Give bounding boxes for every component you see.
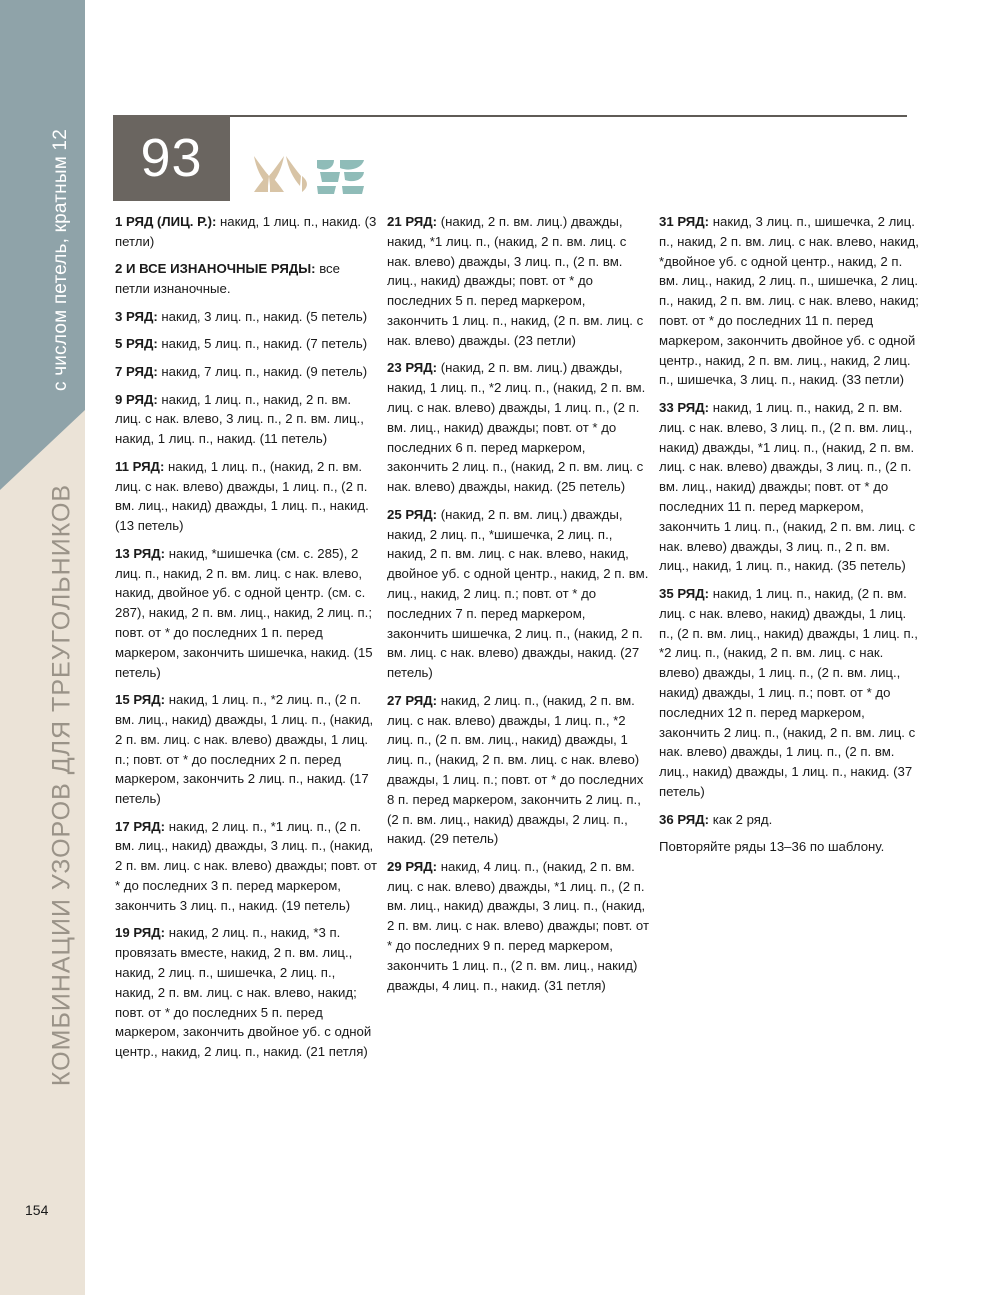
row-instruction [387,505,649,683]
row-label: 7 РЯД: [115,363,158,379]
row-instruction [115,457,377,536]
sidebar-subtitle: с числом петель, кратным 12 [50,129,71,391]
row-instruction [659,584,921,802]
row-label: 25 РЯД: [387,506,438,522]
row-label: 11 РЯД: [115,458,165,474]
row-label: 36 РЯД: [659,811,710,827]
row-label: 15 РЯД: [115,692,166,708]
row-label: 9 РЯД: [115,391,158,407]
row-text: накид, 2 лиц. п., *1 лиц. п., (2 п. вм. лиц., накид) дважды, 3 лиц. п., (накид, 2 п. вм. лиц. с нак. влево) дважды; повт. от * до последних 3 п. перед маркером, закончить 3 лиц. п., накид. (19 петель) [115,818,378,913]
row-text: накид, 1 лиц. п., накид, 2 п. вм. лиц. с нак. влево, 3 лиц. п., (2 п. вм. лиц., накид) дважды, *1 лиц. п., (накид, 2 п. вм. лиц. с нак. влево) дважды, 3 лиц. п., (2 п. вм. лиц., накид) дважды; повт. от * до последних 11 п. перед маркером, закончить 1 лиц. п., (накид, 2 п. вм. лиц. с нак. влево) дважды, 3 лиц. п., 2 п. вм. лиц., накид, 1 лиц. п., накид. (35 петель) [659,399,916,574]
row-text: накид, 5 лиц. п., накид. (7 петель) [157,336,368,352]
row-text: накид, 2 лиц. п., (накид, 2 п. вм. лиц. с нак. влево) дважды, 1 лиц. п., *2 лиц. п., (2 п. вм. лиц., накид) дважды, 1 лиц. п., (накид, 2 п. вм. лиц. с нак. влево) дважды, 1 лиц. п.; повт. от * до последних 8 п. перед маркером, закончить 2 лиц. п., (2 п. вм. лиц., накид) дважды, 2 лиц. п., накид. (29 петель) [387,692,644,847]
row-instruction [115,334,377,354]
row-text: накид, 1 лиц. п., (накид, 2 п. вм. лиц. с нак. влево) дважды, 1 лиц. п., (2 п. вм. лиц., накид) дважды, 1 лиц. п., накид. (13 петель) [115,458,369,534]
instructions-column-2 [387,212,649,1003]
row-instruction [387,857,649,996]
row-instruction [115,307,377,327]
knit-stitch-icon [254,156,307,192]
row-instruction [387,691,649,849]
row-text: накид, 2 лиц. п., накид, *3 п. провязать вместе, накид, 2 п. вм. лиц., накид, 2 лиц. п., шишечка, 2 лиц. п., накид, 2 п. вм. лиц. с нак. влево, накид; повт. от * до последних 5 п. перед маркером, закончить двойное уб. с одной центр., накид, 2 лиц. п., накид. (21 петля) [115,925,372,1060]
row-instruction [659,212,921,390]
row-instruction [115,212,377,252]
repeat-instruction [659,837,921,857]
instructions-column-1 [115,212,377,1070]
row-label: 3 РЯД: [115,308,158,324]
page-number: 154 [25,1202,49,1218]
row-instruction [659,398,921,576]
row-instruction [115,923,377,1062]
row-text: накид, 1 лиц. п., *2 лиц. п., (2 п. вм. лиц., накид) дважды, 1 лиц. п., (накид, 2 п. вм. лиц. с нак. влево) дважды, 1 лиц. п.; повт. от * до последних 2 п. перед маркером, закончить 2 лиц. п., накид. (17 петель) [115,692,374,807]
row-label: 31 РЯД: [659,214,710,229]
row-instruction [115,544,377,683]
row-label: 1 РЯД (ЛИЦ. Р.): [115,214,217,229]
row-text: как 2 ряд. [709,811,773,827]
row-text: накид, 7 лиц. п., накид. (9 петель) [157,363,368,379]
row-label: 35 РЯД: [659,585,710,601]
row-label: 17 РЯД: [115,818,166,834]
row-text: (накид, 2 п. вм. лиц.) дважды, накид, *1 лиц. п., (накид, 2 п. вм. лиц. с нак. влево) дважды, 3 лиц. п., (2 п. вм. лиц., накид) дважды; повт. от * до последних 5 п. перед маркером, закончить 1 лиц. п., накид, (2 п. вм. лиц. с нак. влево) дважды. (23 петли) [387,214,644,348]
row-instruction [115,690,377,809]
row-text: накид, 1 лиц. п., накид, (2 п. вм. лиц. с нак. влево, накид) дважды, 1 лиц. п., (2 п. вм. лиц., накид) дважды, 1 лиц. п., *2 лиц. п., (накид, 2 п. вм. лиц. с нак. влево) дважды, 1 лиц. п., (2 п. вм. лиц., накид) дважды, 1 лиц. п.; повт. от * до последних 12 п. перед маркером, закончить 2 лиц. п., (накид, 2 п. вм. лиц. с нак. влево) дважды, 1 лиц. п., (2 п. вм. лиц., накид) дважды, 1 лиц. п., накид. (37 петель) [659,585,918,799]
row-instruction [115,817,377,916]
row-text: (накид, 2 п. вм. лиц.) дважды, накид, 2 лиц. п., *шишечка, 2 лиц. п., накид, 2 п. вм. лиц. с нак. влево, накид, двойное уб. с одной центр., накид, 2 п. вм. лиц., накид, 2 лиц. п.; повт. от * до последних 7 п. перед маркером, закончить шишечка, 2 лиц. п., (накид, 2 п. вм. лиц. с нак. влево) дважды, накид. (27 петель) [387,506,649,681]
row-instruction [387,358,649,497]
row-text: все петли изнаночные. [115,261,340,297]
header-rule [230,115,907,117]
row-text: Повторяйте ряды 13–36 по шаблону. [659,839,885,855]
row-instruction [115,362,377,382]
row-text: накид, *шишечка (см. с. 285), 2 лиц. п., накид, 2 п. вм. лиц. с нак. влево, накид, двойное уб. с одной центр. (см. с. 287), накид, 2 п. вм. лиц., накид, 2 лиц. п.; повт. от * до последних 1 п. перед маркером, закончить шишечка, накид. (15 петель) [115,545,373,680]
sidebar-chapter-title: КОМБИНАЦИИ УЗОРОВ ДЛЯ ТРЕУГОЛЬНИКОВ [47,483,76,1087]
row-instruction [115,259,377,299]
sidebar-triangle-shape [0,0,85,490]
row-label: 29 РЯД: [387,858,438,874]
row-label: 19 РЯД: [115,925,166,941]
row-text: накид, 1 лиц. п., накид. (3 петли) [115,214,377,249]
row-text: накид, 3 лиц. п., шишечка, 2 лиц. п., накид, 2 п. вм. лиц. с нак. влево, накид, *двойное уб. с одной центр., накид, 2 п. вм. лиц., накид, 2 лиц. п., шишечка, 2 лиц. п., накид, 2 п. вм. лиц. с нак. влево, накид; повт. от * до последних 11 п. перед маркером, закончить двойное уб. с одной центр., накид, 2 п. вм. лиц., накид, 2 лиц. п., шишечка, 3 лиц. п., накид. (33 петли) [659,214,919,388]
row-text: накид, 3 лиц. п., накид. (5 петель) [157,308,368,324]
row-label: 13 РЯД: [115,545,166,561]
row-instruction [659,810,921,830]
row-label: 23 РЯД: [387,360,438,376]
row-text: накид, 1 лиц. п., накид, 2 п. вм. лиц. с нак. влево, 3 лиц. п., 2 п. вм. лиц., накид, 1 лиц. п., накид. (11 петель) [115,391,364,447]
bobble-stitch-icon [317,160,364,194]
row-text: (накид, 2 п. вм. лиц.) дважды, накид, 1 лиц. п., *2 лиц. п., (накид, 2 п. вм. лиц. с нак. влево) дважды, 1 лиц. п., (2 п. вм. лиц., накид) дважды; повт. от * до последних 6 п. перед маркером, закончить 2 лиц. п., (накид, 2 п. вм. лиц. с нак. влево) дважды, накид. (25 петель) [387,360,646,495]
row-text: накид, 4 лиц. п., (накид, 2 п. вм. лиц. с нак. влево) дважды, *1 лиц. п., (2 п. вм. лиц., накид) дважды, 3 лиц. п., (накид, 2 п. вм. лиц. с нак. влево) дважды; повт. от * до последних 9 п. перед маркером, закончить 1 лиц. п., (2 п. вм. лиц., накид) дважды, 4 лиц. п., накид. (31 петля) [387,858,650,993]
sidebar-triangle [0,0,85,500]
stitch-icons [250,150,368,196]
instructions-column-3 [659,212,921,865]
row-label: 21 РЯД: [387,214,438,229]
row-label: 5 РЯД: [115,336,158,352]
row-label: 33 РЯД: [659,399,710,415]
row-instruction [387,212,649,351]
row-label: 27 РЯД: [387,692,438,708]
pattern-number: 93 [113,115,230,201]
row-label: 2 И ВСЕ ИЗНАНОЧНЫЕ РЯДЫ: [115,261,316,277]
row-instruction [115,390,377,449]
